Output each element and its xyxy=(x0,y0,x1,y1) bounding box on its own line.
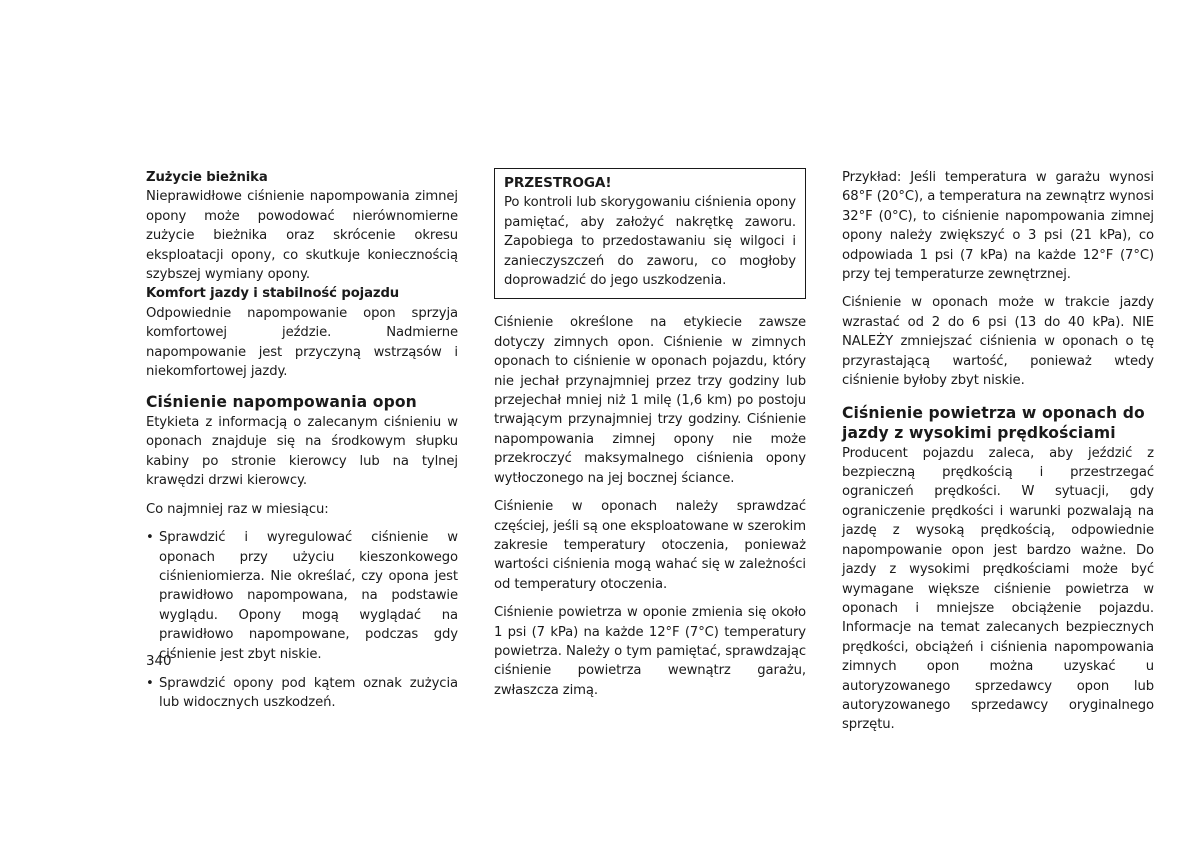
paragraph-temperature-change: Ciśnienie powietrza w oponie zmienia się około 1 psi (7 kPa) na każde 12°F (7°C) temperatury powietrza. Należy o tym pamiętać, sprawdzając ciśnienie powietrza wewnątrz garażu, zwłaszcza zimą. xyxy=(494,605,806,698)
subheading-tread-wear: Zużycie bieżnika xyxy=(146,170,268,185)
bullet-list xyxy=(146,528,458,713)
paragraph-example: Przykład: Jeśli temperatura w garażu wynosi 68°F (20°C), a temperatura na zewnątrz wynosi 32°F (0°C), to ciśnienie napompowania zimnej opony należy zwiększyć o 3 psi (21 kPa), co odpowiada 1 psi (7 kPa) na każde 12°F (7°C) przy tej temperaturze zewnętrznej. xyxy=(842,170,1154,283)
left-column xyxy=(146,168,458,713)
page-number: 340 xyxy=(146,654,172,669)
section-heading-high-speed: Ciśnienie powietrza w oponach do jazdy z wysokimi prędkościami xyxy=(842,404,1145,443)
bullet-item: • Sprawdzić i wyregulować ciśnienie w oponach przy użyciu kieszonkowego ciśnieniomierza. Nie określać, czy opona jest prawidłowo napompowana, na podstawie wyglądu. Opony mogą wyglądać na prawidłowo napompowane, podczas gdy ciśnienie jest zbyt niskie. xyxy=(146,528,458,664)
paragraph-cold-tires: Ciśnienie określone na etykiecie zawsze dotyczy zimnych opon. Ciśnienie w zimnych oponach to ciśnienie w oponach pojazdu, który nie jechał przynajmniej przez trzy godziny lub przejechał mniej niż 1 milę (1,6 km) po postoju trwającym przynajmniej trzy godziny. Ciśnienie napompowania zimnej opony nie może przekroczyć maksymalnego ciśnienia opony wytłoczonego na jej bocznej ściance. xyxy=(494,315,806,486)
paragraph-check-often: Ciśnienie w oponach należy sprawdzać częściej, jeśli są one eksploatowane w szerokim zakresie temperatury otoczenia, ponieważ wartości ciśnienia mogą wahać się w zależności od temperatury otoczenia. xyxy=(494,499,806,592)
right-column xyxy=(842,168,1154,735)
paragraph-ride-comfort: Odpowiednie napompowanie opon sprzyja komfortowej jeździe. Nadmierne napompowanie jest przyczyną wstrząsów i niekomfortowej jazdy. xyxy=(146,305,458,380)
paragraph-tread-wear: Nieprawidłowe ciśnienie napompowania zimnej opony może powodować nierównomierne zużycie bieżnika oraz skrócenie okresu eksploatacji opony, co skutkuje koniecznością szybszej wymiany opony. xyxy=(146,189,458,283)
subheading-ride-comfort: Komfort jazdy i stabilność pojazdu xyxy=(146,286,400,302)
section-heading-inflation-pressure: Ciśnienie napompowania opon xyxy=(146,393,417,412)
caution-text: Po kontroli lub skorygowaniu ciśnienia opony pamiętać, aby założyć nakrętkę zaworu. Zapobiega to przedostawaniu się wilgoci i zanieczyszczeń do zaworu, co mogłoby doprowadzić do jego uszkodzenia. xyxy=(504,195,796,289)
paragraph-monthly: Co najmniej raz w miesiącu: xyxy=(146,501,329,517)
paragraph-high-speed: Producent pojazdu zaleca, aby jeździć z bezpieczną prędkością i przestrzegać ograniczeń prędkości. W sytuacji, gdy ograniczenie prędkości i warunki pozwalają na jazdę z wysoką prędkością, odpowiednie napompowanie opon jest bardzo ważne. Do jazdy z wysokimi prędkościami może być wymagane większe ciśnienie powietrza w oponach i mniejsze obciążenie pojazdu. Informacje na temat zalecanych bezpiecznych prędkości, obciążeń i ciśnienia napompowania zimnych opon można uzyskać u autoryzowanego sprzedawcy opon lub autoryzowanego sprzedawcy oryginalnego sprzętu. xyxy=(842,445,1154,733)
bullet-item: • Sprawdzić opony pod kątem oznak zużycia lub widocznych uszkodzeń. xyxy=(146,674,458,713)
paragraph-driving-increase: Ciśnienie w oponach może w trakcie jazdy wzrastać od 2 do 6 psi (13 do 40 kPa). NIE NALEŻY zmniejszać ciśnienia w oponach o tę przyrastającą wartość, ponieważ wtedy ciśnienie byłoby zbyt niskie. xyxy=(842,295,1154,389)
paragraph-label-location: Etykieta z informacją o zalecanym ciśnieniu w oponach znajduje się na środkowym słupku kabiny po stronie kierowcy lub na tylnej krawędzi drzwi kierowcy. xyxy=(146,415,458,489)
caution-label: PRZESTROGA! xyxy=(504,175,612,191)
caution-box xyxy=(494,168,806,299)
middle-column xyxy=(494,168,806,700)
